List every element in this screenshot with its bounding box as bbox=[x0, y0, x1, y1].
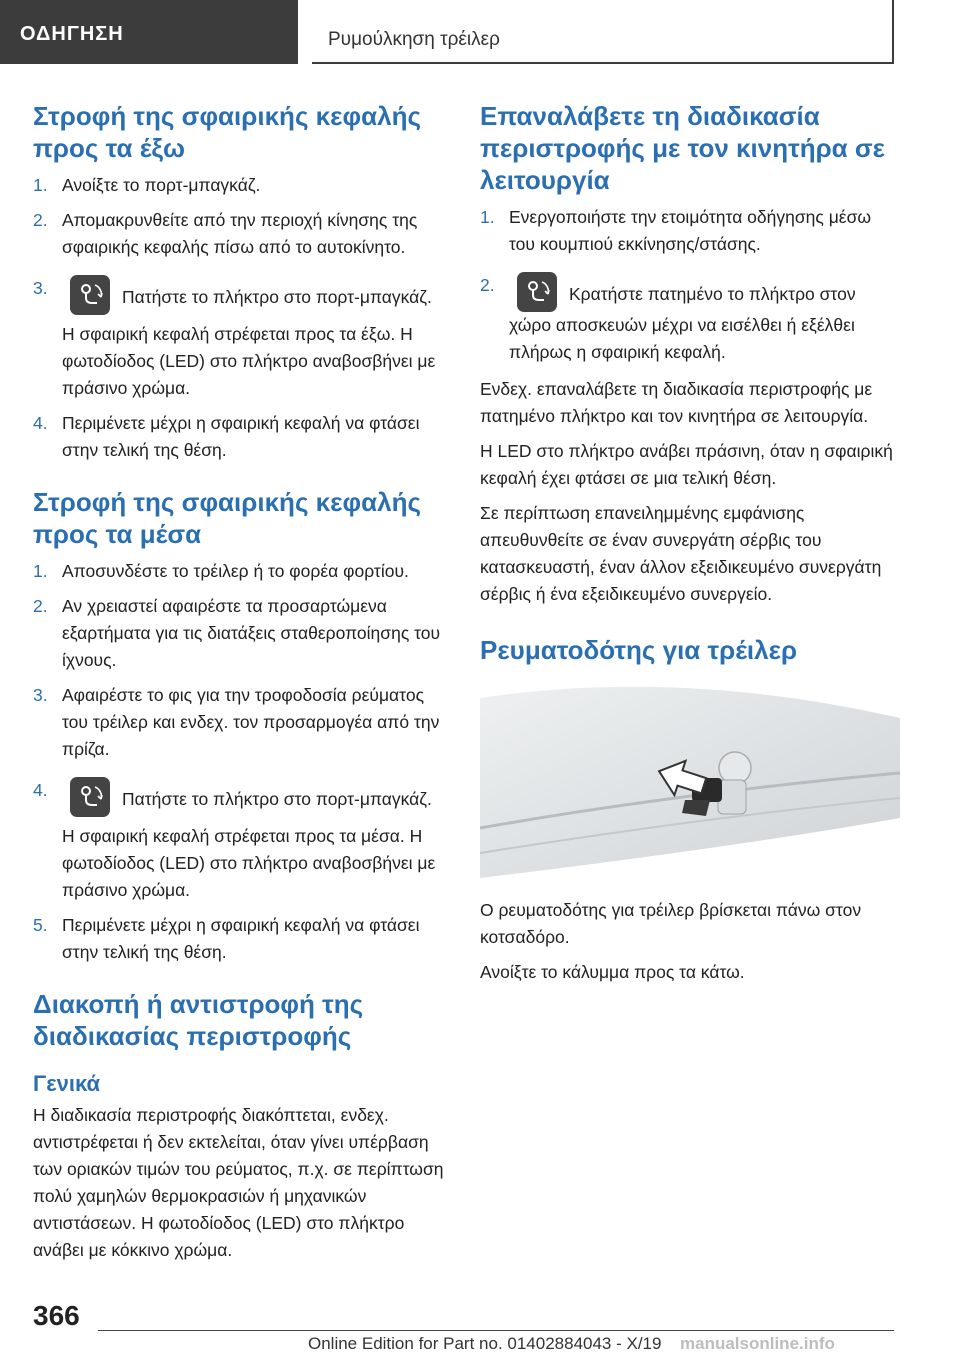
subsection-title: Γενικά bbox=[33, 1071, 101, 1096]
section-swing-out bbox=[33, 100, 453, 464]
header-section-tab bbox=[0, 0, 298, 64]
step-number: 5. bbox=[33, 915, 48, 935]
step-result-text: Η σφαιρική κεφαλή στρέφεται προς τα μέσα. Η φωτοδίοδος (LED) στο πλήκτρο αναβοσβήνει με πράσινο χρώμα. bbox=[62, 826, 436, 900]
footer-edition: Online Edition for Part no. 01402884043 - X/19 bbox=[308, 1334, 662, 1353]
section-repeat-engine bbox=[480, 100, 900, 608]
step-number: 1. bbox=[33, 561, 48, 581]
step-text: Ενεργοποιήστε την ετοιμότητα οδήγησης μέσω του κουμπιού εκκίνησης/στάσης. bbox=[509, 207, 872, 254]
paragraph: Ενδεχ. επαναλάβετε τη διαδικασία περιστροφής με πατημένο πλήκτρο και τον κινητήρα σε λειτουργία. bbox=[480, 379, 873, 426]
right-column bbox=[480, 100, 900, 1006]
page-number: 366 bbox=[33, 1300, 80, 1331]
header-topic-label: Ρυμούλκηση τρέιλερ bbox=[328, 29, 500, 50]
step-item bbox=[33, 912, 453, 966]
section-interrupt bbox=[33, 988, 453, 1264]
step-item bbox=[33, 410, 453, 464]
section-title: Διακοπή ή αντιστροφή της διαδικασίας περιστροφής bbox=[33, 989, 364, 1051]
step-item bbox=[33, 207, 453, 261]
step-item bbox=[480, 272, 900, 366]
step-number: 1. bbox=[33, 175, 48, 195]
trailer-socket-photo bbox=[480, 678, 900, 878]
step-item bbox=[33, 593, 453, 674]
step-text: Αν χρειαστεί αφαιρέστε τα προσαρτώμενα εξαρτήματα για τις διατάξεις σταθεροποίησης του ίχνους. bbox=[62, 596, 441, 670]
paragraph: Ο ρευματοδότης για τρέιλερ βρίσκεται πάνω στον κοτσαδόρο. bbox=[480, 900, 862, 947]
step-text: Κρατήστε πατημένο το πλήκτρο στον χώρο αποσκευών μέχρι να εισέλθει ή εξέλθει πλήρως η σφαιρική κεφαλή. bbox=[509, 284, 856, 362]
step-text: Απομακρυνθείτε από την περιοχή κίνησης της σφαιρικής κεφαλής πίσω από το αυτοκίνητο. bbox=[62, 210, 418, 257]
step-number: 3. bbox=[33, 278, 48, 298]
step-item bbox=[33, 172, 453, 199]
trailer-hitch-button-icon bbox=[70, 777, 110, 817]
left-column bbox=[33, 100, 453, 1284]
step-number: 2. bbox=[33, 596, 48, 616]
paragraph: Η διαδικασία περιστροφής διακόπτεται, ενδεχ. αντιστρέφεται ή δεν εκτελείται, όταν γίνει υπέρβαση των οριακών τιμών του ρεύματος, π.χ. σε περίπτωση πολύ χαμηλών θερμοκρασιών ή μηχανικών αντιστάσεων. Η φωτοδίοδος (LED) στο πλήκτρο ανάβει με κόκκινο χρώμα. bbox=[33, 1105, 444, 1260]
header-topic-tab bbox=[312, 0, 894, 64]
steps-list bbox=[33, 558, 453, 966]
step-item bbox=[33, 275, 453, 402]
footer-watermark: manualsonline.info bbox=[680, 1334, 835, 1353]
section-title: Στροφή της σφαιρικής κεφαλής προς τα μέσα bbox=[33, 487, 421, 549]
step-text: Αφαιρέστε το φις για την τροφοδοσία ρεύματος του τρέιλερ και ενδεχ. τον προσαρμογέα από την πρίζα. bbox=[62, 685, 440, 759]
header-section-label: ΟΔΗΓΗΣΗ bbox=[20, 23, 124, 45]
trailer-hitch-button-icon bbox=[517, 272, 557, 312]
step-text: Πατήστε το πλήκτρο στο πορτ-μπαγκάζ. bbox=[122, 789, 432, 809]
section-title: Επαναλάβετε τη διαδικασία περιστροφής με τον κινητήρα σε λειτουργία bbox=[480, 101, 886, 195]
step-result-text: Η σφαιρική κεφαλή στρέφεται προς τα έξω. Η φωτοδίοδος (LED) στο πλήκτρο αναβοσβήνει με πράσινο χρώμα. bbox=[62, 324, 436, 398]
step-number: 3. bbox=[33, 685, 48, 705]
section-title: Ρευματοδότης για τρέιλερ bbox=[480, 635, 798, 665]
footer-divider bbox=[98, 1330, 894, 1331]
step-number: 4. bbox=[33, 780, 48, 800]
step-item bbox=[480, 204, 900, 258]
trailer-hitch-button-icon bbox=[70, 275, 110, 315]
step-item bbox=[33, 682, 453, 763]
step-text: Περιμένετε μέχρι η σφαιρική κεφαλή να φτάσει στην τελική της θέση. bbox=[62, 413, 420, 460]
step-number: 1. bbox=[480, 207, 495, 227]
section-swing-in bbox=[33, 486, 453, 966]
step-text: Περιμένετε μέχρι η σφαιρική κεφαλή να φτάσει στην τελική της θέση. bbox=[62, 915, 420, 962]
paragraph: Ανοίξτε το κάλυμμα προς τα κάτω. bbox=[480, 962, 745, 982]
step-item bbox=[33, 558, 453, 585]
steps-list bbox=[33, 172, 453, 464]
step-number: 4. bbox=[33, 413, 48, 433]
steps-list bbox=[480, 204, 900, 366]
step-text: Αποσυνδέστε το τρέιλερ ή το φορέα φορτίου. bbox=[62, 561, 409, 581]
section-trailer-socket bbox=[480, 634, 900, 986]
step-number: 2. bbox=[480, 275, 495, 295]
paragraph: Σε περίπτωση επανειλημμένης εμφάνισης απευθυνθείτε σε έναν συνεργάτη σέρβις του κατασκευαστή, έναν άλλον εξειδικευμένο συνεργάτη σέρβις ή ένα εξειδικευμένο συνεργείο. bbox=[480, 503, 882, 604]
paragraph: Η LED στο πλήκτρο ανάβει πράσινη, όταν η σφαιρική κεφαλή έχει φτάσει σε μια τελική θέση. bbox=[480, 441, 893, 488]
section-title: Στροφή της σφαιρικής κεφαλής προς τα έξω bbox=[33, 101, 421, 163]
step-text: Πατήστε το πλήκτρο στο πορτ-μπαγκάζ. bbox=[122, 287, 432, 307]
step-number: 2. bbox=[33, 210, 48, 230]
step-item bbox=[33, 777, 453, 904]
step-text: Ανοίξτε το πορτ-μπαγκάζ. bbox=[62, 175, 261, 195]
